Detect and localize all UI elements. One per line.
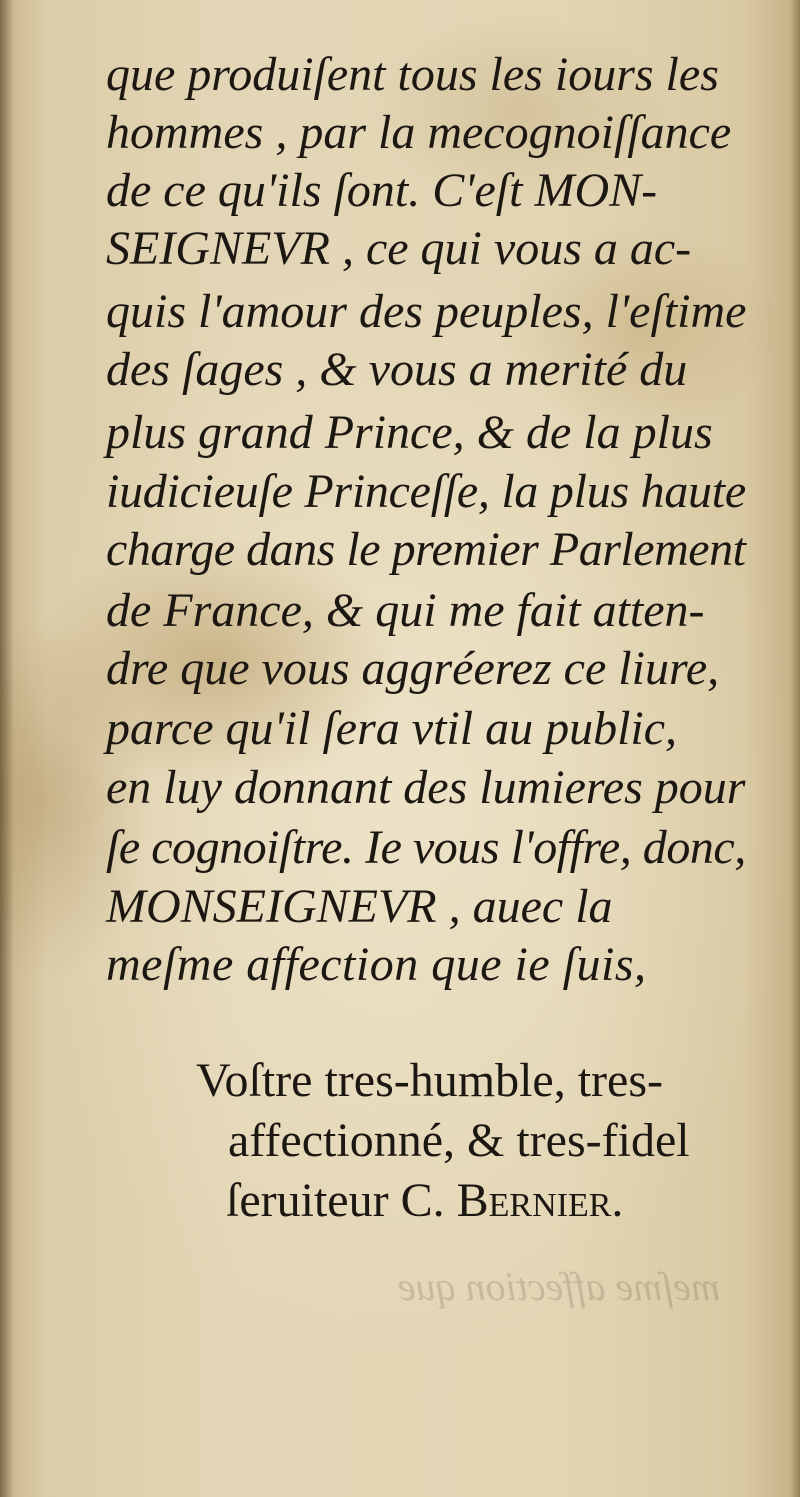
text-line-16: meſme affection que ie ſuis,	[106, 938, 647, 991]
text-line-14: ſe cognoiſtre. Ie vous l'offre, donc,	[106, 821, 746, 874]
text-line-4: SEIGNEVR , ce qui vous a ac-	[106, 222, 692, 275]
signature-line-2: affectionné, & tres-fidel	[228, 1114, 690, 1167]
text-line-15: MONSEIGNEVR , auec la	[106, 880, 613, 933]
text-line-2: hommes , par la mecognoiſſance	[106, 106, 732, 159]
text-line-9: charge dans le premier Parlement	[106, 523, 746, 576]
text-line-12: parce qu'il ſera vtil au public,	[106, 702, 678, 755]
text-line-1: que produiſent tous les iours les	[106, 48, 719, 101]
text-line-5: quis l'amour des peuples, l'eſtime	[106, 285, 747, 338]
text-line-6: des ſages , & vous a merité du	[106, 343, 688, 396]
text-line-3: de ce qu'ils ſont. C'eſt MON-	[106, 164, 658, 217]
signature-line-1: Voſtre tres-humble, tres-	[196, 1054, 663, 1107]
show-through-text: meſme affection que	[397, 1264, 720, 1309]
page-edge	[790, 0, 800, 1497]
signature-servant: ſeruiteur C.	[226, 1174, 457, 1227]
text-line-13: en luy donnant des lumieres pour	[106, 761, 746, 814]
text-line-10: de France, & qui me fait atten-	[106, 584, 705, 637]
text-line-7: plus grand Prince, & de la plus	[106, 406, 713, 459]
signature-name: Bernier.	[456, 1174, 624, 1227]
signature-line-3	[226, 1170, 623, 1232]
binding-shadow	[0, 0, 14, 1497]
text-line-8: iudicieuſe Princeſſe, la plus haute	[106, 465, 746, 518]
text-line-11: dre que vous aggréerez ce liure,	[106, 642, 720, 695]
